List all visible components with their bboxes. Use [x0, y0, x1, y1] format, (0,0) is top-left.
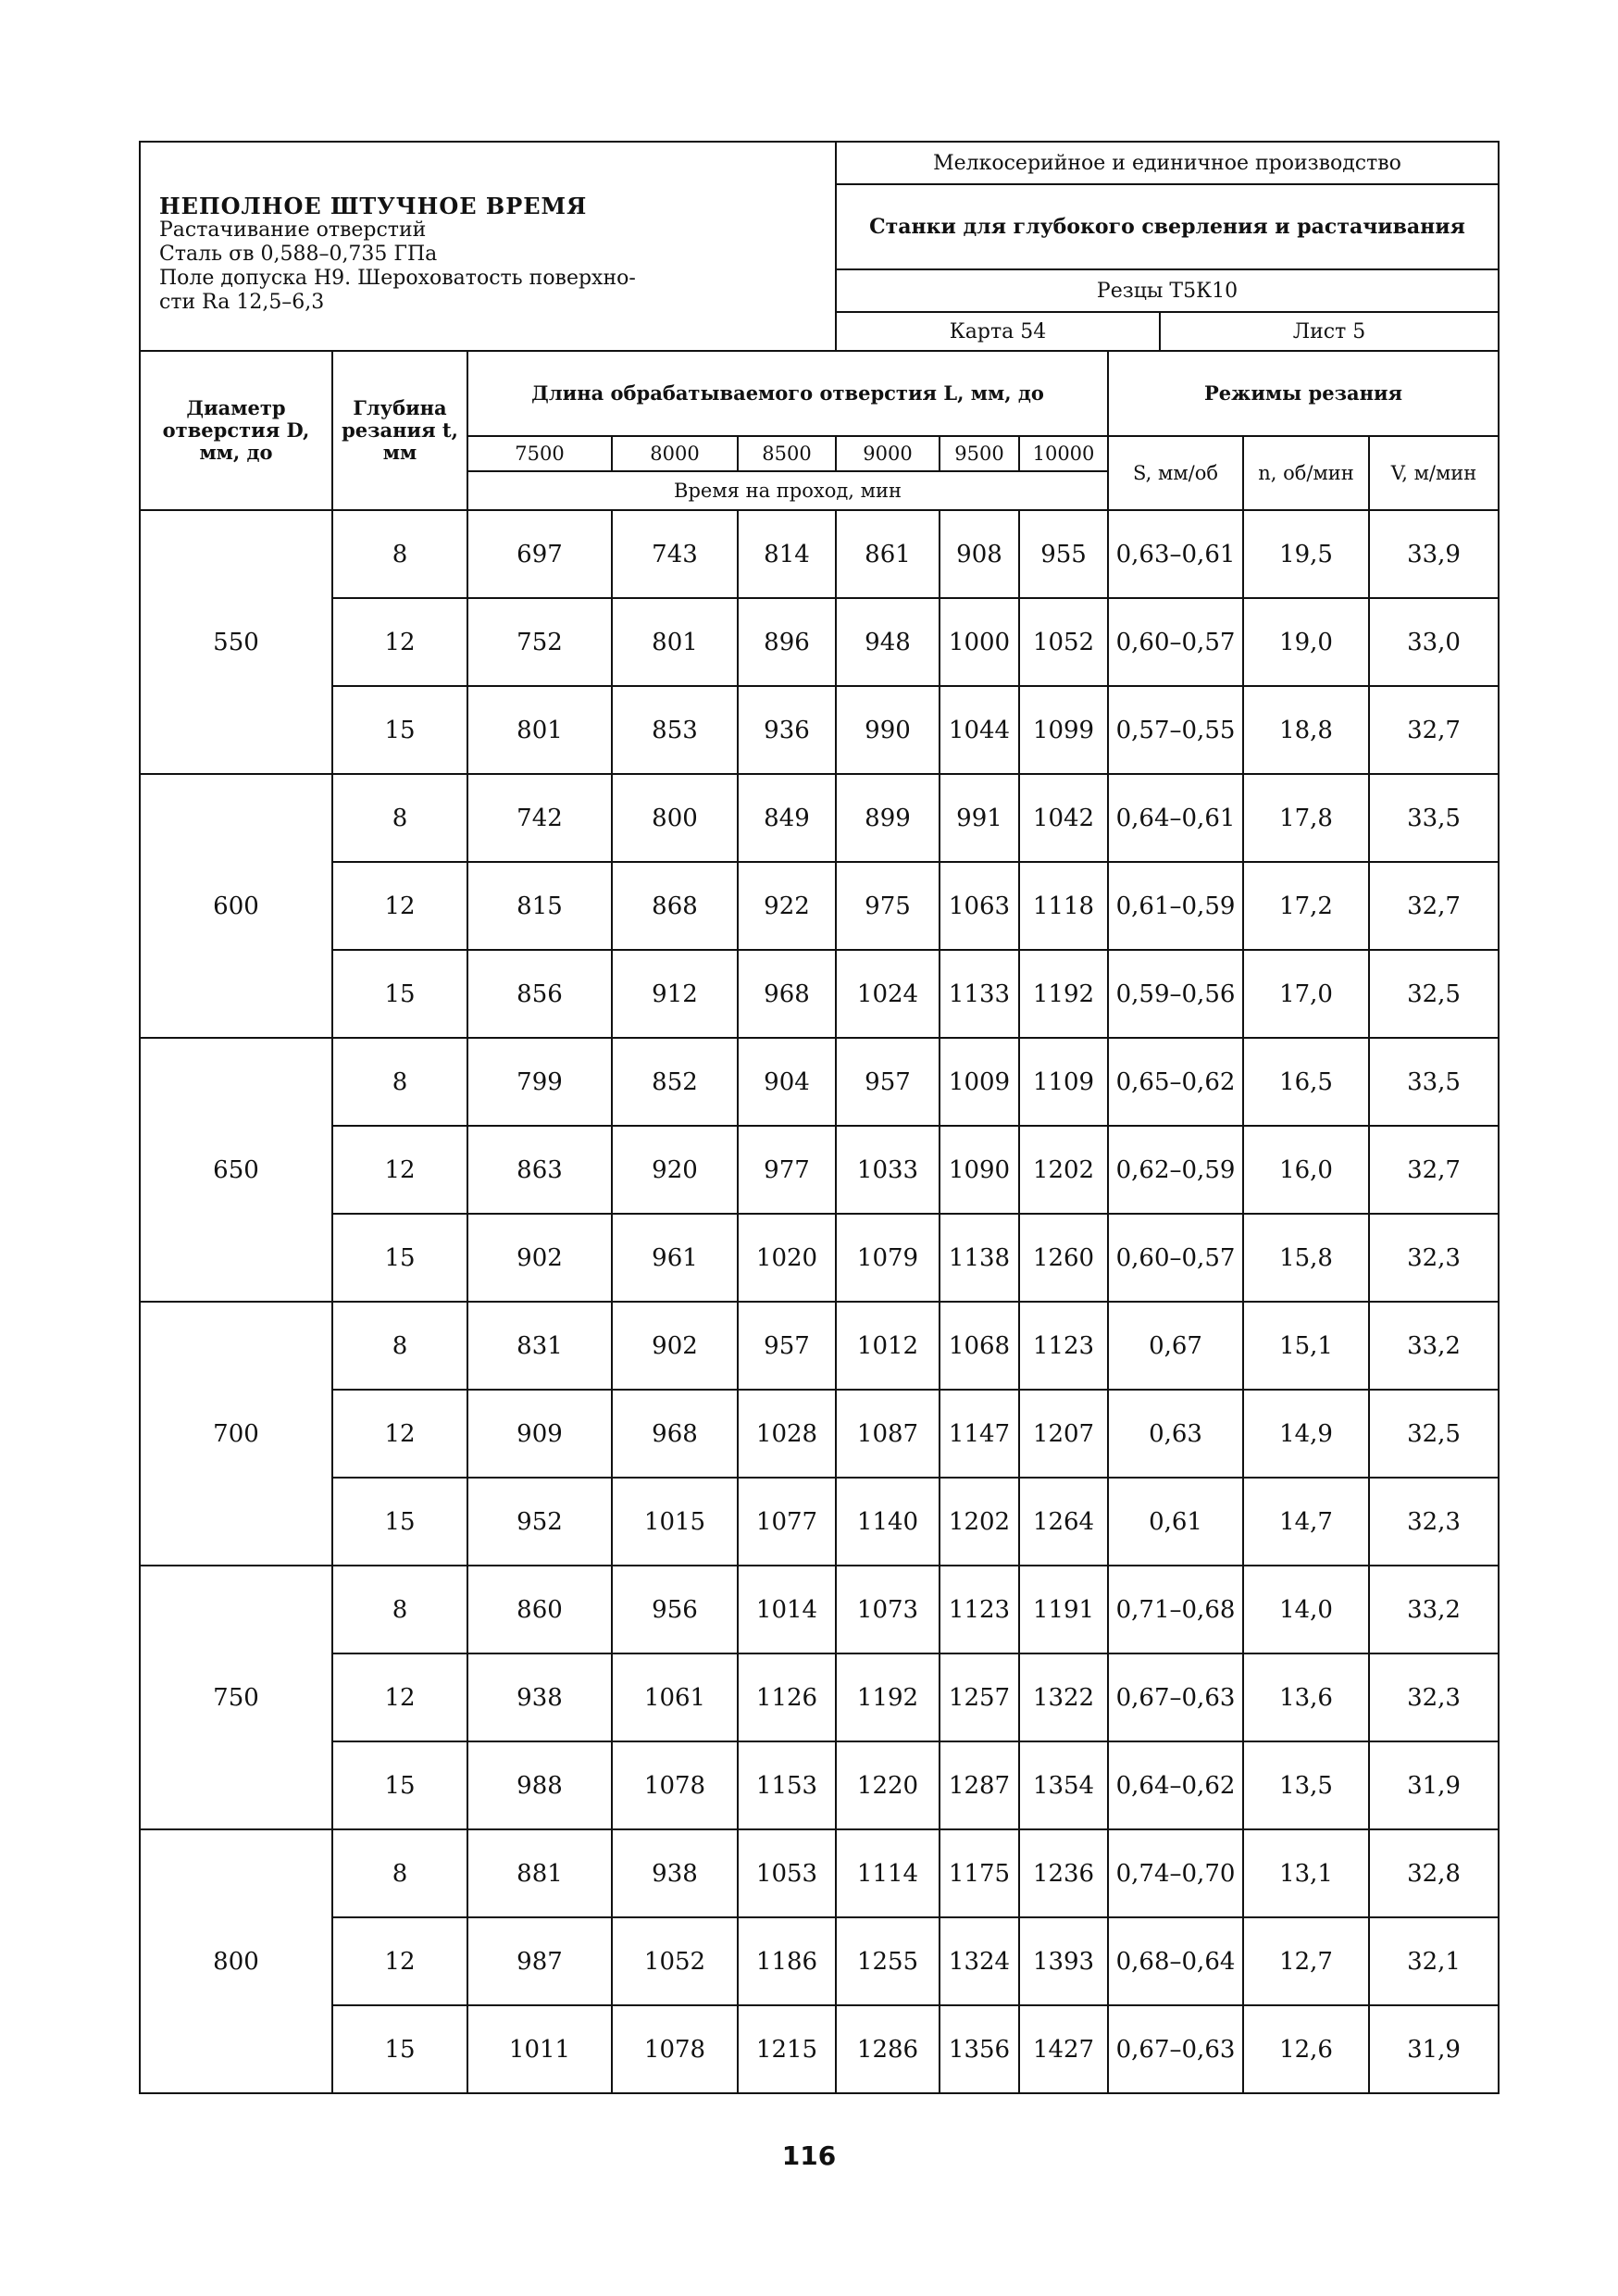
- depth-value: 12: [332, 1917, 467, 2005]
- speed-rpm-header: n, об/мин: [1243, 436, 1369, 510]
- time-value: 1255: [836, 1917, 940, 2005]
- time-value: 1175: [940, 1829, 1019, 1917]
- time-value: 922: [738, 862, 836, 950]
- time-value: 1033: [836, 1126, 940, 1214]
- time-value: 1068: [940, 1302, 1019, 1390]
- time-value: 952: [467, 1478, 612, 1566]
- time-value: 912: [612, 950, 738, 1038]
- time-value: 1078: [612, 1741, 738, 1829]
- production-type: Мелкосерийное и единичное производство: [836, 142, 1499, 184]
- table-row: [140, 598, 1499, 686]
- subtitle-line: Поле допуска Н9. Шероховатость поверхно-: [159, 267, 636, 290]
- feed-value: 0,57–0,55: [1108, 686, 1243, 774]
- table-row: [140, 950, 1499, 1038]
- speed-rpm-value: 13,1: [1243, 1829, 1369, 1917]
- title-block: [140, 142, 836, 351]
- length-header: 10000: [1019, 436, 1108, 471]
- depth-value: 12: [332, 1390, 467, 1478]
- time-value: 1009: [940, 1038, 1019, 1126]
- norm-card: [139, 141, 1498, 2094]
- depth-value: 15: [332, 686, 467, 774]
- time-value: 936: [738, 686, 836, 774]
- time-value: 1028: [738, 1390, 836, 1478]
- speed-rpm-value: 13,5: [1243, 1741, 1369, 1829]
- time-value: 1153: [738, 1741, 836, 1829]
- depth-value: 12: [332, 598, 467, 686]
- speed-rpm-value: 13,6: [1243, 1653, 1369, 1741]
- diameter-value: 600: [140, 774, 332, 1038]
- subtitle-line: сти Ra 12,5–6,3: [159, 291, 325, 314]
- time-value: 1286: [836, 2005, 940, 2093]
- time-value: 977: [738, 1126, 836, 1214]
- feed-value: 0,61: [1108, 1478, 1243, 1566]
- time-value: 975: [836, 862, 940, 950]
- length-header: 8000: [612, 436, 738, 471]
- time-value: 849: [738, 774, 836, 862]
- time-value: 1061: [612, 1653, 738, 1741]
- time-value: 1052: [1019, 598, 1108, 686]
- time-value: 1257: [940, 1653, 1019, 1741]
- speed-rpm-value: 19,0: [1243, 598, 1369, 686]
- time-value: 938: [467, 1653, 612, 1741]
- time-value: 1114: [836, 1829, 940, 1917]
- table-row: [140, 1741, 1499, 1829]
- speed-rpm-value: 17,2: [1243, 862, 1369, 950]
- time-value: 1186: [738, 1917, 836, 2005]
- time-value: 814: [738, 510, 836, 598]
- table-row: [140, 2005, 1499, 2093]
- length-header: 9500: [940, 436, 1019, 471]
- feed-value: 0,71–0,68: [1108, 1566, 1243, 1653]
- time-value: 831: [467, 1302, 612, 1390]
- speed-rpm-value: 17,8: [1243, 774, 1369, 862]
- depth-value: 12: [332, 862, 467, 950]
- time-value: 991: [940, 774, 1019, 862]
- table-row: [140, 686, 1499, 774]
- time-value: 1354: [1019, 1741, 1108, 1829]
- time-value: 968: [738, 950, 836, 1038]
- diameter-value: 550: [140, 510, 332, 774]
- feed-value: 0,63: [1108, 1390, 1243, 1478]
- velocity-value: 32,5: [1369, 950, 1499, 1038]
- time-value: 1133: [940, 950, 1019, 1038]
- time-value: 957: [738, 1302, 836, 1390]
- depth-value: 8: [332, 1038, 467, 1126]
- time-value: 1078: [612, 2005, 738, 2093]
- time-value: 1192: [836, 1653, 940, 1741]
- time-value: 902: [612, 1302, 738, 1390]
- feed-value: 0,67–0,63: [1108, 1653, 1243, 1741]
- length-header: 9000: [836, 436, 940, 471]
- subtitle-line: Сталь σв 0,588–0,735 ГПа: [159, 243, 438, 266]
- sheet-number: Лист 5: [1160, 312, 1499, 351]
- time-value: 697: [467, 510, 612, 598]
- feed-value: 0,62–0,59: [1108, 1126, 1243, 1214]
- time-value: 896: [738, 598, 836, 686]
- velocity-value: 32,7: [1369, 1126, 1499, 1214]
- velocity-value: 31,9: [1369, 1741, 1499, 1829]
- table-row: [140, 1653, 1499, 1741]
- time-value: 957: [836, 1038, 940, 1126]
- speed-rpm-value: 19,5: [1243, 510, 1369, 598]
- table-row: [140, 774, 1499, 862]
- time-value: 1099: [1019, 686, 1108, 774]
- time-value: 863: [467, 1126, 612, 1214]
- time-value: 815: [467, 862, 612, 950]
- time-label: Время на проход, мин: [467, 471, 1108, 510]
- time-value: 801: [612, 598, 738, 686]
- card-title: НЕПОЛНОЕ ШТУЧНОЕ ВРЕМЯ: [159, 193, 588, 219]
- velocity-value: 33,0: [1369, 598, 1499, 686]
- feed-value: 0,64–0,61: [1108, 774, 1243, 862]
- time-value: 1215: [738, 2005, 836, 2093]
- velocity-value: 32,3: [1369, 1478, 1499, 1566]
- time-value: 1014: [738, 1566, 836, 1653]
- speed-rpm-value: 14,0: [1243, 1566, 1369, 1653]
- page-number: 116: [781, 2140, 837, 2171]
- depth-value: 15: [332, 1741, 467, 1829]
- time-value: 948: [836, 598, 940, 686]
- speed-rpm-value: 17,0: [1243, 950, 1369, 1038]
- time-value: 1090: [940, 1126, 1019, 1214]
- time-value: 1207: [1019, 1390, 1108, 1478]
- time-value: 1202: [940, 1478, 1019, 1566]
- time-value: 1015: [612, 1478, 738, 1566]
- time-value: 1052: [612, 1917, 738, 2005]
- table-row: [140, 1390, 1499, 1478]
- time-value: 1123: [940, 1566, 1019, 1653]
- time-value: 856: [467, 950, 612, 1038]
- time-value: 1011: [467, 2005, 612, 2093]
- time-value: 1236: [1019, 1829, 1108, 1917]
- time-value: 1042: [1019, 774, 1108, 862]
- speed-rpm-value: 18,8: [1243, 686, 1369, 774]
- velocity-value: 33,2: [1369, 1302, 1499, 1390]
- time-value: 902: [467, 1214, 612, 1302]
- time-table: [139, 352, 1500, 2094]
- time-value: 1140: [836, 1478, 940, 1566]
- depth-value: 8: [332, 1566, 467, 1653]
- card-header: [139, 141, 1500, 352]
- speed-rpm-value: 14,9: [1243, 1390, 1369, 1478]
- time-value: 853: [612, 686, 738, 774]
- table-row: [140, 1214, 1499, 1302]
- time-value: 1393: [1019, 1917, 1108, 2005]
- time-value: 1202: [1019, 1126, 1108, 1214]
- table-row: [140, 1302, 1499, 1390]
- depth-value: 8: [332, 1829, 467, 1917]
- time-value: 881: [467, 1829, 612, 1917]
- table-row: [140, 1478, 1499, 1566]
- time-value: 1053: [738, 1829, 836, 1917]
- time-value: 1109: [1019, 1038, 1108, 1126]
- time-value: 1138: [940, 1214, 1019, 1302]
- time-value: 1260: [1019, 1214, 1108, 1302]
- time-value: 742: [467, 774, 612, 862]
- velocity-value: 33,5: [1369, 1038, 1499, 1126]
- velocity-value: 33,9: [1369, 510, 1499, 598]
- time-value: 1063: [940, 862, 1019, 950]
- time-value: 801: [467, 686, 612, 774]
- time-value: 1147: [940, 1390, 1019, 1478]
- feed-value: 0,63–0,61: [1108, 510, 1243, 598]
- diameter-value: 750: [140, 1566, 332, 1829]
- velocity-value: 32,3: [1369, 1214, 1499, 1302]
- length-group-header: Длина обрабатываемого отверстия L, мм, до: [467, 352, 1108, 436]
- time-value: 1191: [1019, 1566, 1108, 1653]
- depth-value: 15: [332, 1478, 467, 1566]
- feed-value: 0,60–0,57: [1108, 1214, 1243, 1302]
- speed-rpm-value: 16,0: [1243, 1126, 1369, 1214]
- time-value: 1012: [836, 1302, 940, 1390]
- table-row: [140, 862, 1499, 950]
- velocity-value: 32,5: [1369, 1390, 1499, 1478]
- feed-value: 0,61–0,59: [1108, 862, 1243, 950]
- time-value: 908: [940, 510, 1019, 598]
- time-value: 938: [612, 1829, 738, 1917]
- feed-header: S, мм/об: [1108, 436, 1243, 510]
- feed-value: 0,67: [1108, 1302, 1243, 1390]
- time-value: 961: [612, 1214, 738, 1302]
- time-value: 799: [467, 1038, 612, 1126]
- speed-rpm-value: 12,7: [1243, 1917, 1369, 2005]
- table-row: [140, 1126, 1499, 1214]
- depth-value: 8: [332, 1302, 467, 1390]
- feed-value: 0,59–0,56: [1108, 950, 1243, 1038]
- time-value: 868: [612, 862, 738, 950]
- time-table-body: [140, 510, 1499, 2093]
- speed-rpm-value: 12,6: [1243, 2005, 1369, 2093]
- velocity-header: V, м/мин: [1369, 436, 1499, 510]
- card-number: Карта 54: [836, 312, 1160, 351]
- speed-rpm-value: 16,5: [1243, 1038, 1369, 1126]
- time-value: 1000: [940, 598, 1019, 686]
- time-value: 1024: [836, 950, 940, 1038]
- time-value: 968: [612, 1390, 738, 1478]
- velocity-value: 33,5: [1369, 774, 1499, 862]
- depth-header: Глубина резания t, мм: [332, 352, 467, 510]
- time-value: 1118: [1019, 862, 1108, 950]
- time-value: 1287: [940, 1741, 1019, 1829]
- time-value: 955: [1019, 510, 1108, 598]
- feed-value: 0,74–0,70: [1108, 1829, 1243, 1917]
- time-value: 987: [467, 1917, 612, 2005]
- tool-type: Резцы Т5К10: [836, 269, 1499, 312]
- time-value: 988: [467, 1741, 612, 1829]
- time-value: 752: [467, 598, 612, 686]
- speed-rpm-value: 14,7: [1243, 1478, 1369, 1566]
- feed-value: 0,64–0,62: [1108, 1741, 1243, 1829]
- machine-type: Станки для глубокого сверления и растачивания: [836, 184, 1499, 269]
- feed-value: 0,65–0,62: [1108, 1038, 1243, 1126]
- depth-value: 15: [332, 1214, 467, 1302]
- time-value: 1073: [836, 1566, 940, 1653]
- time-value: 1087: [836, 1390, 940, 1478]
- depth-value: 8: [332, 510, 467, 598]
- time-value: 743: [612, 510, 738, 598]
- velocity-value: 33,2: [1369, 1566, 1499, 1653]
- feed-value: 0,60–0,57: [1108, 598, 1243, 686]
- time-value: 1077: [738, 1478, 836, 1566]
- time-value: 1324: [940, 1917, 1019, 2005]
- velocity-value: 32,1: [1369, 1917, 1499, 2005]
- depth-value: 15: [332, 950, 467, 1038]
- velocity-value: 32,7: [1369, 862, 1499, 950]
- velocity-value: 32,3: [1369, 1653, 1499, 1741]
- table-row: [140, 1917, 1499, 2005]
- velocity-value: 32,7: [1369, 686, 1499, 774]
- time-value: 909: [467, 1390, 612, 1478]
- depth-value: 12: [332, 1126, 467, 1214]
- table-row: [140, 1829, 1499, 1917]
- time-value: 1220: [836, 1741, 940, 1829]
- time-value: 1126: [738, 1653, 836, 1741]
- depth-value: 15: [332, 2005, 467, 2093]
- speed-rpm-value: 15,8: [1243, 1214, 1369, 1302]
- modes-group-header: Режимы резания: [1108, 352, 1499, 436]
- time-value: 1044: [940, 686, 1019, 774]
- time-value: 861: [836, 510, 940, 598]
- time-value: 800: [612, 774, 738, 862]
- time-value: 1427: [1019, 2005, 1108, 2093]
- diameter-value: 700: [140, 1302, 332, 1566]
- subtitle-line: Растачивание отверстий: [159, 218, 427, 242]
- diameter-header: Диаметр отверстия D, мм, до: [140, 352, 332, 510]
- time-value: 1264: [1019, 1478, 1108, 1566]
- time-value: 1123: [1019, 1302, 1108, 1390]
- diameter-value: 650: [140, 1038, 332, 1302]
- time-value: 1356: [940, 2005, 1019, 2093]
- time-value: 899: [836, 774, 940, 862]
- time-value: 956: [612, 1566, 738, 1653]
- time-value: 1192: [1019, 950, 1108, 1038]
- time-value: 920: [612, 1126, 738, 1214]
- diameter-value: 800: [140, 1829, 332, 2093]
- time-value: 990: [836, 686, 940, 774]
- time-value: 1322: [1019, 1653, 1108, 1741]
- table-row: [140, 1566, 1499, 1653]
- table-row: [140, 1038, 1499, 1126]
- depth-value: 8: [332, 774, 467, 862]
- velocity-value: 32,8: [1369, 1829, 1499, 1917]
- velocity-value: 31,9: [1369, 2005, 1499, 2093]
- depth-value: 12: [332, 1653, 467, 1741]
- time-value: 1079: [836, 1214, 940, 1302]
- feed-value: 0,68–0,64: [1108, 1917, 1243, 2005]
- time-value: 1020: [738, 1214, 836, 1302]
- time-value: 904: [738, 1038, 836, 1126]
- table-row: [140, 510, 1499, 598]
- time-value: 852: [612, 1038, 738, 1126]
- length-header: 8500: [738, 436, 836, 471]
- time-value: 860: [467, 1566, 612, 1653]
- length-header: 7500: [467, 436, 612, 471]
- feed-value: 0,67–0,63: [1108, 2005, 1243, 2093]
- speed-rpm-value: 15,1: [1243, 1302, 1369, 1390]
